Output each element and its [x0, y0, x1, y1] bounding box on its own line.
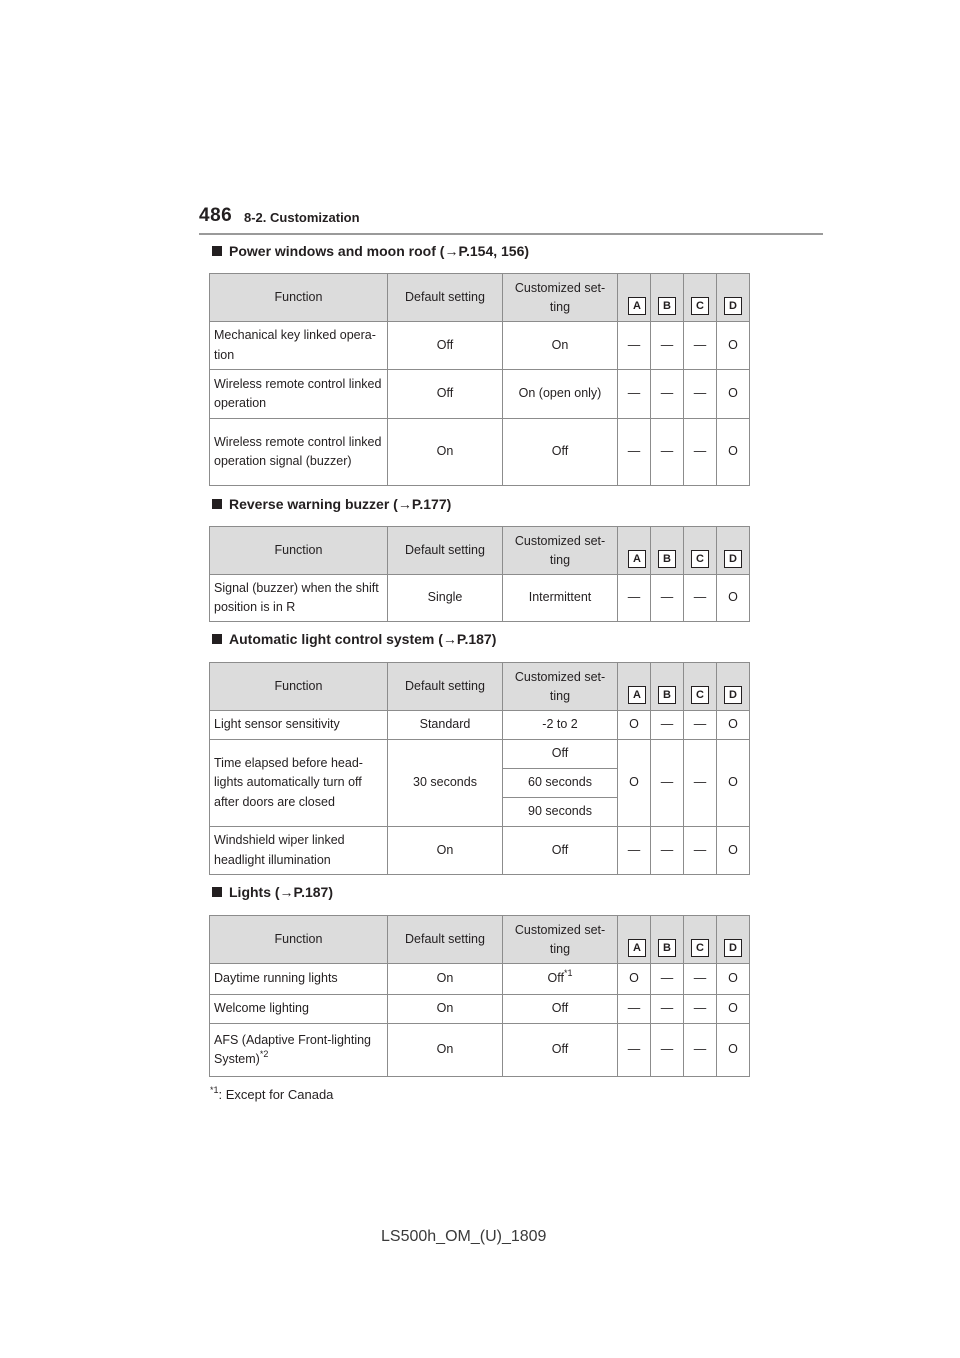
function-cell: Wireless remote control linked operation signal (buzzer): [210, 419, 388, 486]
mark-a: —: [618, 419, 651, 486]
custom-cell: Off$^{*1}$: [503, 964, 618, 995]
table-row: [210, 419, 750, 486]
mark-b: —: [651, 419, 684, 486]
default-cell: Standard: [388, 711, 503, 740]
page-reference: P.187): [293, 884, 333, 900]
square-bullet-icon: [212, 499, 222, 509]
default-cell: On: [388, 827, 503, 875]
custom-cell: Off: [503, 1024, 618, 1077]
table-row: [210, 322, 750, 370]
mark-d: O: [717, 419, 750, 486]
header-letter-a: A: [618, 274, 651, 322]
arrow-icon: →: [397, 496, 412, 512]
section-heading-lights: Lights (→P.187): [212, 884, 333, 900]
table-row: [210, 740, 750, 769]
custom-option-cell: Off: [503, 740, 618, 769]
mark-b: —: [651, 370, 684, 419]
mark-c: —: [684, 322, 717, 370]
page-footer: LS500h_OM_(U)_1809: [381, 1228, 547, 1245]
mark-d: O: [717, 711, 750, 740]
header-letter-d: D: [717, 916, 750, 964]
mark-c: —: [684, 575, 717, 622]
mark-d: O: [717, 322, 750, 370]
page-number: 486: [199, 205, 233, 226]
mark-a: O: [618, 711, 651, 740]
function-cell: AFS (Adaptive Front-lighting System)$^{*2}$: [210, 1024, 388, 1077]
mark-a: —: [618, 575, 651, 622]
mark-d: O: [717, 964, 750, 995]
header-rule: [199, 233, 823, 235]
default-cell: On: [388, 995, 503, 1024]
header-letter-a: A: [618, 663, 651, 711]
function-cell: Wireless remote control linked operation: [210, 370, 388, 419]
mark-d: O: [717, 740, 750, 827]
mark-b: —: [651, 711, 684, 740]
mark-a: —: [618, 370, 651, 419]
footnote-text: : Except for Canada: [218, 1087, 334, 1102]
header-letter-b: B: [651, 663, 684, 711]
footnote-marker: *1: [210, 1085, 219, 1095]
function-cell: Time elapsed before head- lights automatically turn off after doors are closed: [210, 740, 388, 827]
header-default-setting: Default setting: [388, 663, 503, 711]
table-row: [210, 964, 750, 995]
header-function: Function: [210, 663, 388, 711]
mark-d: O: [717, 1024, 750, 1077]
mark-d: O: [717, 995, 750, 1024]
mark-a: —: [618, 322, 651, 370]
function-cell: Welcome lighting: [210, 995, 388, 1024]
header-customized-setting: Customized set- ting: [503, 916, 618, 964]
header-default-setting: Default setting: [388, 916, 503, 964]
function-cell: Windshield wiper linked headlight illumination: [210, 827, 388, 875]
mark-c: —: [684, 711, 717, 740]
mark-d: O: [717, 827, 750, 875]
page-reference: P.187): [456, 631, 497, 647]
square-bullet-icon: [212, 887, 222, 897]
header-letter-b: B: [651, 274, 684, 322]
mark-c: —: [684, 964, 717, 995]
header-letter-a: A: [618, 527, 651, 575]
custom-cell: Intermittent: [503, 575, 618, 622]
header-letter-c: C: [684, 916, 717, 964]
lights-table: [209, 915, 750, 1077]
custom-cell: Off: [503, 995, 618, 1024]
default-cell: On: [388, 419, 503, 486]
arrow-icon: →: [442, 631, 457, 647]
section-heading-automatic-light: Automatic light control system (→P.187): [212, 631, 496, 647]
mark-b: —: [651, 995, 684, 1024]
mark-c: —: [684, 419, 717, 486]
reverse-buzzer-table: [209, 526, 750, 622]
arrow-icon: →: [279, 884, 294, 900]
mark-a: —: [618, 1024, 651, 1077]
header-letter-c: C: [684, 663, 717, 711]
table-row: [210, 827, 750, 875]
default-cell: Off: [388, 370, 503, 419]
mark-d: O: [717, 370, 750, 419]
mark-a: O: [618, 740, 651, 827]
table-row: [210, 995, 750, 1024]
mark-b: —: [651, 964, 684, 995]
function-cell: Light sensor sensitivity: [210, 711, 388, 740]
mark-c: —: [684, 827, 717, 875]
table-row: [210, 575, 750, 622]
mark-a: —: [618, 827, 651, 875]
custom-cell: Off: [503, 419, 618, 486]
mark-b: —: [651, 322, 684, 370]
default-cell: On: [388, 964, 503, 995]
header-function: Function: [210, 527, 388, 575]
header-letter-c: C: [684, 274, 717, 322]
chapter-title: 8-2. Customization: [244, 210, 360, 225]
header-letter-b: B: [651, 916, 684, 964]
custom-cell: On (open only): [503, 370, 618, 419]
header-default-setting: Default setting: [388, 527, 503, 575]
mark-b: —: [651, 1024, 684, 1077]
function-cell: Daytime running lights: [210, 964, 388, 995]
power-windows-table: [209, 273, 750, 486]
custom-cell: -2 to 2: [503, 711, 618, 740]
footnote-marker: *1: [563, 968, 573, 979]
header-letter-c: C: [684, 527, 717, 575]
header-function: Function: [210, 274, 388, 322]
default-cell: On: [388, 1024, 503, 1077]
header-letter-b: B: [651, 527, 684, 575]
automatic-light-table: [209, 662, 750, 875]
default-cell: Single: [388, 575, 503, 622]
footnote-marker: *2: [259, 1049, 269, 1059]
mark-a: —: [618, 995, 651, 1024]
section-heading-reverse-buzzer: Reverse warning buzzer (→P.177): [212, 496, 451, 512]
header-letter-d: D: [717, 663, 750, 711]
table-row: [210, 1024, 750, 1077]
header-default-setting: Default setting: [388, 274, 503, 322]
mark-b: —: [651, 575, 684, 622]
function-cell: Mechanical key linked opera- tion: [210, 322, 388, 370]
mark-c: —: [684, 1024, 717, 1077]
custom-cell: Off: [503, 827, 618, 875]
header-letter-a: A: [618, 916, 651, 964]
custom-option-cell: 60 seconds: [503, 769, 618, 798]
table-row: [210, 370, 750, 419]
mark-b: —: [651, 740, 684, 827]
mark-b: —: [651, 827, 684, 875]
function-cell: Signal (buzzer) when the shift position is in R: [210, 575, 388, 622]
header-function: Function: [210, 916, 388, 964]
mark-c: —: [684, 740, 717, 827]
header-letter-d: D: [717, 274, 750, 322]
mark-d: O: [717, 575, 750, 622]
arrow-icon: →: [444, 243, 459, 259]
header-letter-d: D: [717, 527, 750, 575]
header-customized-setting: Customized set- ting: [503, 274, 618, 322]
mark-c: —: [684, 370, 717, 419]
square-bullet-icon: [212, 634, 222, 644]
mark-c: —: [684, 995, 717, 1024]
page-reference: P.154, 156): [458, 243, 530, 259]
square-bullet-icon: [212, 246, 222, 256]
custom-cell: On: [503, 322, 618, 370]
footnote: [210, 1087, 333, 1102]
default-cell: 30 seconds: [388, 740, 503, 827]
header-customized-setting: Customized set- ting: [503, 527, 618, 575]
header-customized-setting: Customized set- ting: [503, 663, 618, 711]
custom-option-cell: 90 seconds: [503, 798, 618, 827]
table-row: [210, 711, 750, 740]
page-reference: P.177): [411, 496, 452, 512]
section-heading-power-windows: Power windows and moon roof (→P.154, 156): [212, 243, 529, 259]
mark-a: O: [618, 964, 651, 995]
page-header: [199, 205, 823, 235]
default-cell: Off: [388, 322, 503, 370]
